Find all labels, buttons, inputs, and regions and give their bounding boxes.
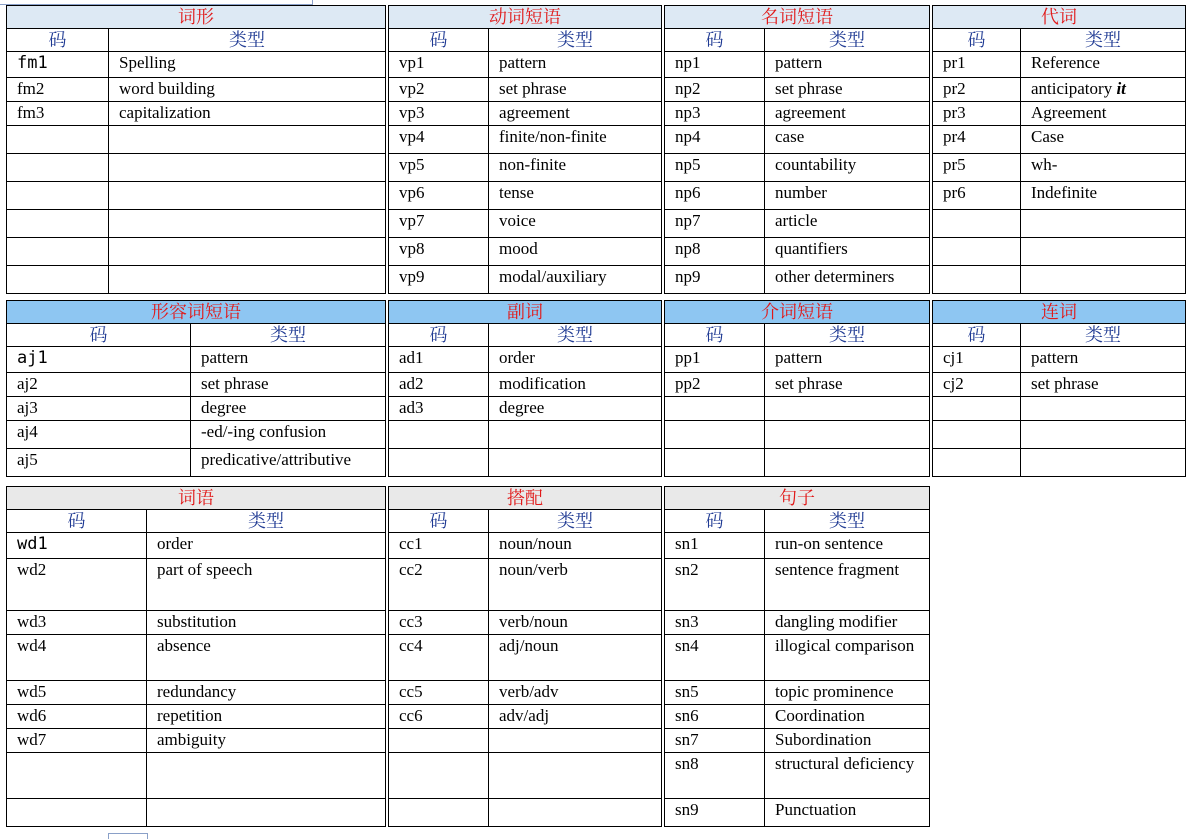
table-row xyxy=(7,266,386,294)
error-type: dangling modifier xyxy=(765,611,930,635)
error-code: pr5 xyxy=(933,154,1021,182)
error-code: np2 xyxy=(665,78,765,102)
error-code: ad2 xyxy=(389,373,489,397)
category-table-adverb xyxy=(388,300,662,477)
category-title: 形容词短语 xyxy=(7,301,386,324)
error-type: Punctuation xyxy=(765,799,930,827)
table-row xyxy=(389,559,662,611)
table-row xyxy=(389,449,662,477)
error-type: Spelling xyxy=(109,52,386,78)
table-row xyxy=(665,373,930,397)
category-title: 介词短语 xyxy=(665,301,930,324)
table-row xyxy=(933,52,1186,78)
table-row xyxy=(7,729,386,753)
error-type: pattern xyxy=(1021,347,1186,373)
error-code: wd3 xyxy=(7,611,147,635)
table-row xyxy=(7,373,386,397)
category-table-word xyxy=(6,486,386,827)
table-row xyxy=(665,238,930,266)
error-type: set phrase xyxy=(1021,373,1186,397)
error-type xyxy=(1021,449,1186,477)
table-row xyxy=(389,126,662,154)
error-type: wh- xyxy=(1021,154,1186,182)
error-type: tense xyxy=(489,182,662,210)
error-code xyxy=(7,154,109,182)
table-row xyxy=(389,611,662,635)
error-type: Indefinite xyxy=(1021,182,1186,210)
error-type xyxy=(109,126,386,154)
error-code: cc2 xyxy=(389,559,489,611)
error-code: wd6 xyxy=(7,705,147,729)
error-code: aj3 xyxy=(7,397,191,421)
table-row xyxy=(389,421,662,449)
table-row xyxy=(665,799,930,827)
table-row xyxy=(665,266,930,294)
error-code xyxy=(7,799,147,827)
error-type xyxy=(1021,238,1186,266)
category-title: 名词短语 xyxy=(665,6,930,29)
error-code: sn7 xyxy=(665,729,765,753)
error-type xyxy=(489,421,662,449)
category-title: 句子 xyxy=(665,487,930,510)
error-type: Reference xyxy=(1021,52,1186,78)
error-code: vp9 xyxy=(389,266,489,294)
type-column-header: 类型 xyxy=(489,29,662,52)
error-code xyxy=(7,182,109,210)
error-type: capitalization xyxy=(109,102,386,126)
error-code xyxy=(389,421,489,449)
category-table-adjective-phrase xyxy=(6,300,386,477)
error-code xyxy=(389,799,489,827)
error-type-emphasis: it xyxy=(1116,79,1126,98)
code-column-header: 码 xyxy=(389,29,489,52)
table-row xyxy=(665,421,930,449)
table-row xyxy=(389,102,662,126)
error-code: vp2 xyxy=(389,78,489,102)
error-code: np5 xyxy=(665,154,765,182)
table-row xyxy=(7,210,386,238)
error-type xyxy=(1021,78,1186,102)
error-type: other determiners xyxy=(765,266,930,294)
error-code: cc5 xyxy=(389,681,489,705)
error-type: sentence fragment xyxy=(765,559,930,611)
error-type: order xyxy=(489,347,662,373)
category-table-sentence xyxy=(664,486,930,827)
error-code: cc3 xyxy=(389,611,489,635)
error-code: sn1 xyxy=(665,533,765,559)
table-row xyxy=(665,78,930,102)
code-column-header: 码 xyxy=(7,324,191,347)
error-type: Case xyxy=(1021,126,1186,154)
table-row xyxy=(7,397,386,421)
error-code xyxy=(7,753,147,799)
error-code: np3 xyxy=(665,102,765,126)
error-type xyxy=(1021,421,1186,449)
table-row xyxy=(665,705,930,729)
table-row xyxy=(665,182,930,210)
error-code: vp1 xyxy=(389,52,489,78)
error-type xyxy=(1021,266,1186,294)
category-title: 词语 xyxy=(7,487,386,510)
table-row xyxy=(665,533,930,559)
category-table-conjunction xyxy=(932,300,1186,477)
error-type xyxy=(489,799,662,827)
table-row xyxy=(933,126,1186,154)
error-type: degree xyxy=(489,397,662,421)
table-row xyxy=(933,210,1186,238)
table-row xyxy=(7,421,386,449)
table-row xyxy=(665,154,930,182)
error-code: vp6 xyxy=(389,182,489,210)
table-row xyxy=(665,449,930,477)
error-type: structural deficiency xyxy=(765,753,930,799)
error-type: non-finite xyxy=(489,154,662,182)
type-column-header: 类型 xyxy=(489,510,662,533)
error-code: cc4 xyxy=(389,635,489,681)
table-row xyxy=(7,126,386,154)
error-type: set phrase xyxy=(765,373,930,397)
table-row xyxy=(665,126,930,154)
error-type: number xyxy=(765,182,930,210)
error-type xyxy=(109,238,386,266)
error-code: pr6 xyxy=(933,182,1021,210)
error-type: pattern xyxy=(489,52,662,78)
error-code xyxy=(933,397,1021,421)
error-type: modification xyxy=(489,373,662,397)
table-row xyxy=(933,266,1186,294)
error-code: vp4 xyxy=(389,126,489,154)
code-column-header: 码 xyxy=(665,510,765,533)
error-type: modal/auxiliary xyxy=(489,266,662,294)
error-type: Coordination xyxy=(765,705,930,729)
table-row xyxy=(389,753,662,799)
table-row xyxy=(7,347,386,373)
error-code: vp5 xyxy=(389,154,489,182)
error-type: article xyxy=(765,210,930,238)
error-type: noun/verb xyxy=(489,559,662,611)
table-row xyxy=(389,210,662,238)
code-column-header: 码 xyxy=(7,29,109,52)
category-table-prepositional-phrase xyxy=(664,300,930,477)
error-code: sn4 xyxy=(665,635,765,681)
error-type xyxy=(109,266,386,294)
error-code: pr3 xyxy=(933,102,1021,126)
error-type: substitution xyxy=(147,611,386,635)
table-row xyxy=(389,799,662,827)
table-row xyxy=(389,78,662,102)
error-code xyxy=(389,449,489,477)
error-type: verb/adv xyxy=(489,681,662,705)
error-code: vp7 xyxy=(389,210,489,238)
table-row xyxy=(7,559,386,611)
error-code: sn9 xyxy=(665,799,765,827)
error-code: ad3 xyxy=(389,397,489,421)
table-row xyxy=(389,681,662,705)
table-row xyxy=(933,182,1186,210)
table-row xyxy=(389,52,662,78)
table-row xyxy=(665,753,930,799)
table-row xyxy=(665,635,930,681)
table-row xyxy=(7,102,386,126)
error-code: cj1 xyxy=(933,347,1021,373)
category-table-pronoun xyxy=(932,5,1186,294)
error-type: agreement xyxy=(489,102,662,126)
table-row xyxy=(665,210,930,238)
error-code: np9 xyxy=(665,266,765,294)
error-code: wd2 xyxy=(7,559,147,611)
table-row xyxy=(389,635,662,681)
code-column-header: 码 xyxy=(933,29,1021,52)
category-table-noun-phrase xyxy=(664,5,930,294)
table-row xyxy=(665,559,930,611)
error-code: aj4 xyxy=(7,421,191,449)
category-table-word-form xyxy=(6,5,386,294)
code-column-header: 码 xyxy=(7,510,147,533)
error-type: pattern xyxy=(191,347,386,373)
table-row xyxy=(7,681,386,705)
error-code: pp2 xyxy=(665,373,765,397)
error-type: redundancy xyxy=(147,681,386,705)
error-type: absence xyxy=(147,635,386,681)
error-type: quantifiers xyxy=(765,238,930,266)
error-type xyxy=(765,449,930,477)
table-row xyxy=(7,533,386,559)
error-type: adj/noun xyxy=(489,635,662,681)
error-code: fm1 xyxy=(7,52,109,78)
error-code: np6 xyxy=(665,182,765,210)
table-row xyxy=(933,154,1186,182)
error-type: -ed/-ing confusion xyxy=(191,421,386,449)
table-row xyxy=(665,347,930,373)
type-column-header: 类型 xyxy=(1021,324,1186,347)
error-type: set phrase xyxy=(765,78,930,102)
error-code xyxy=(7,126,109,154)
table-row xyxy=(933,421,1186,449)
table-row xyxy=(389,729,662,753)
error-type-text: anticipatory xyxy=(1031,79,1117,98)
type-column-header: 类型 xyxy=(765,324,930,347)
error-type xyxy=(489,753,662,799)
table-row xyxy=(665,102,930,126)
table-row xyxy=(7,78,386,102)
category-table-verb-phrase xyxy=(388,5,662,294)
table-row xyxy=(389,266,662,294)
category-title: 动词短语 xyxy=(389,6,662,29)
error-code: pp1 xyxy=(665,347,765,373)
error-code: wd7 xyxy=(7,729,147,753)
table-row xyxy=(7,182,386,210)
error-code: np7 xyxy=(665,210,765,238)
error-code: aj2 xyxy=(7,373,191,397)
error-type xyxy=(109,210,386,238)
table-row xyxy=(389,238,662,266)
type-column-header: 类型 xyxy=(191,324,386,347)
table-row xyxy=(7,753,386,799)
error-code: aj1 xyxy=(7,347,191,373)
error-code xyxy=(389,753,489,799)
error-code: wd5 xyxy=(7,681,147,705)
error-code xyxy=(7,238,109,266)
table-row xyxy=(933,449,1186,477)
error-code xyxy=(7,266,109,294)
type-column-header: 类型 xyxy=(489,324,662,347)
code-column-header: 码 xyxy=(933,324,1021,347)
type-column-header: 类型 xyxy=(765,29,930,52)
error-code: ad1 xyxy=(389,347,489,373)
category-title: 代词 xyxy=(933,6,1186,29)
table-row xyxy=(7,705,386,729)
table-row xyxy=(389,397,662,421)
error-code: wd4 xyxy=(7,635,147,681)
error-code: sn8 xyxy=(665,753,765,799)
error-type: degree xyxy=(191,397,386,421)
error-type: agreement xyxy=(765,102,930,126)
error-type xyxy=(1021,210,1186,238)
table-row xyxy=(7,52,386,78)
error-type xyxy=(765,397,930,421)
error-type xyxy=(147,799,386,827)
table-row xyxy=(389,182,662,210)
table-row xyxy=(389,533,662,559)
category-title: 连词 xyxy=(933,301,1186,324)
error-code xyxy=(7,210,109,238)
error-type: word building xyxy=(109,78,386,102)
table-row xyxy=(389,705,662,729)
error-type: countability xyxy=(765,154,930,182)
error-code: vp8 xyxy=(389,238,489,266)
error-code: sn5 xyxy=(665,681,765,705)
error-code: fm2 xyxy=(7,78,109,102)
table-row xyxy=(7,238,386,266)
table-row xyxy=(665,611,930,635)
error-type: run-on sentence xyxy=(765,533,930,559)
error-code: wd1 xyxy=(7,533,147,559)
table-row xyxy=(389,373,662,397)
table-row xyxy=(933,373,1186,397)
error-code xyxy=(933,449,1021,477)
table-row xyxy=(389,347,662,373)
table-row xyxy=(665,729,930,753)
code-column-header: 码 xyxy=(665,324,765,347)
error-type: ambiguity xyxy=(147,729,386,753)
table-row xyxy=(7,611,386,635)
error-code: vp3 xyxy=(389,102,489,126)
code-column-header: 码 xyxy=(389,510,489,533)
table-row xyxy=(665,397,930,421)
error-type xyxy=(765,421,930,449)
error-type xyxy=(109,154,386,182)
error-type: set phrase xyxy=(191,373,386,397)
error-type xyxy=(489,729,662,753)
error-type: order xyxy=(147,533,386,559)
error-code: pr4 xyxy=(933,126,1021,154)
error-type: repetition xyxy=(147,705,386,729)
category-title: 词形 xyxy=(7,6,386,29)
type-column-header: 类型 xyxy=(765,510,930,533)
error-code xyxy=(933,266,1021,294)
type-column-header: 类型 xyxy=(1021,29,1186,52)
error-type: finite/non-finite xyxy=(489,126,662,154)
type-column-header: 类型 xyxy=(109,29,386,52)
table-row xyxy=(933,238,1186,266)
error-type: noun/noun xyxy=(489,533,662,559)
error-type: topic prominence xyxy=(765,681,930,705)
error-type: illogical comparison xyxy=(765,635,930,681)
error-code xyxy=(665,449,765,477)
category-table-collocation xyxy=(388,486,662,827)
table-row xyxy=(665,681,930,705)
error-code xyxy=(933,421,1021,449)
table-row xyxy=(7,449,386,477)
error-type: case xyxy=(765,126,930,154)
table-row xyxy=(389,154,662,182)
table-row xyxy=(933,397,1186,421)
table-row xyxy=(933,347,1186,373)
type-column-header: 类型 xyxy=(147,510,386,533)
error-type: mood xyxy=(489,238,662,266)
error-type: verb/noun xyxy=(489,611,662,635)
error-type: part of speech xyxy=(147,559,386,611)
error-type xyxy=(147,753,386,799)
error-code: np4 xyxy=(665,126,765,154)
error-type: predicative/attributive xyxy=(191,449,386,477)
table-row xyxy=(933,78,1186,102)
error-code xyxy=(933,238,1021,266)
error-type: pattern xyxy=(765,52,930,78)
error-code xyxy=(665,397,765,421)
error-code xyxy=(933,210,1021,238)
category-title: 搭配 xyxy=(389,487,662,510)
error-code: sn2 xyxy=(665,559,765,611)
error-code: cc1 xyxy=(389,533,489,559)
category-title: 副词 xyxy=(389,301,662,324)
table-row xyxy=(7,635,386,681)
error-type: Agreement xyxy=(1021,102,1186,126)
code-column-header: 码 xyxy=(665,29,765,52)
error-type: set phrase xyxy=(489,78,662,102)
error-code: fm3 xyxy=(7,102,109,126)
error-code: pr1 xyxy=(933,52,1021,78)
error-code: cj2 xyxy=(933,373,1021,397)
code-column-header: 码 xyxy=(389,324,489,347)
error-code: np1 xyxy=(665,52,765,78)
error-code xyxy=(665,421,765,449)
error-type: pattern xyxy=(765,347,930,373)
error-code: pr2 xyxy=(933,78,1021,102)
table-row xyxy=(7,799,386,827)
error-code: sn3 xyxy=(665,611,765,635)
table-row xyxy=(665,52,930,78)
error-code xyxy=(389,729,489,753)
error-type: adv/adj xyxy=(489,705,662,729)
error-code: sn6 xyxy=(665,705,765,729)
error-code: aj5 xyxy=(7,449,191,477)
error-type: voice xyxy=(489,210,662,238)
error-code: cc6 xyxy=(389,705,489,729)
error-type xyxy=(1021,397,1186,421)
bottom-edge-fragment xyxy=(108,833,148,839)
error-type xyxy=(489,449,662,477)
error-type xyxy=(109,182,386,210)
error-type: Subordination xyxy=(765,729,930,753)
table-row xyxy=(933,102,1186,126)
table-row xyxy=(7,154,386,182)
error-code: np8 xyxy=(665,238,765,266)
